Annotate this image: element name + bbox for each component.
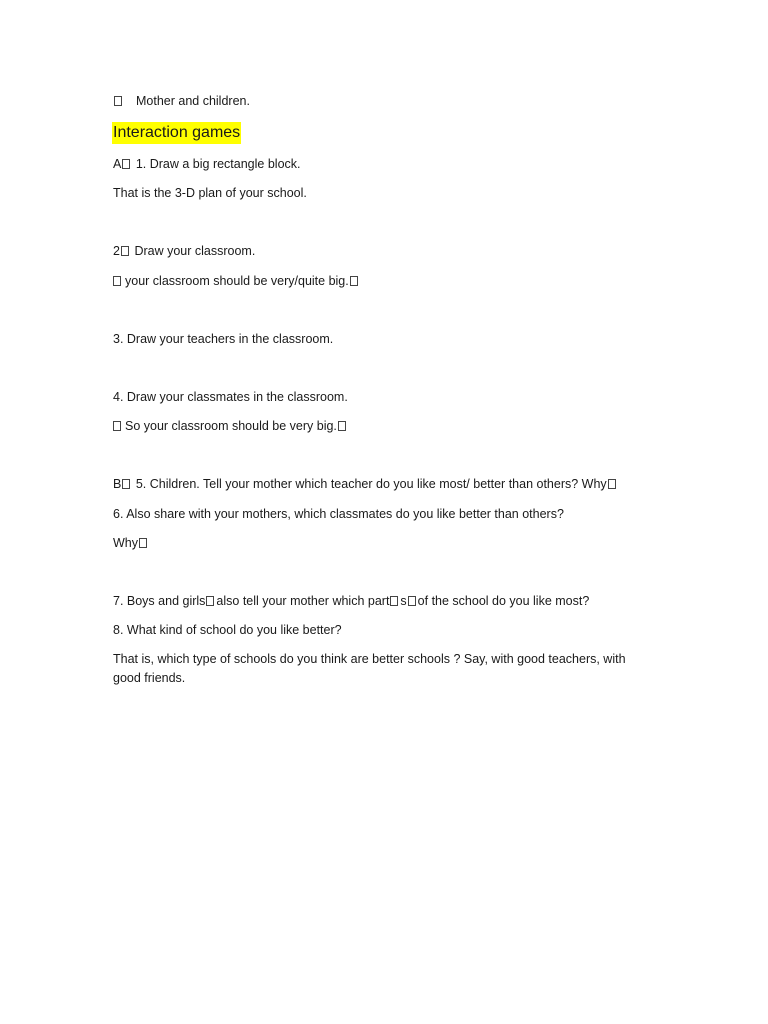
missing-glyph-box <box>206 596 214 606</box>
line-item-6: 6. Also share with your mothers, which classmates do you like better than others? <box>113 507 564 521</box>
missing-glyph-box <box>113 276 121 286</box>
line-why: Why <box>113 534 149 553</box>
line-classroom-very-big: So your classroom should be very big. <box>113 417 348 436</box>
line-item-2: 2 Draw your classroom. <box>113 244 256 258</box>
line-3d-plan: That is the 3-D plan of your school. <box>113 186 307 200</box>
line-item-3: 3. Draw your teachers in the classroom. <box>113 332 334 346</box>
missing-glyph-box <box>350 276 358 286</box>
missing-glyph-box <box>114 96 122 106</box>
missing-glyph-box <box>139 538 147 548</box>
missing-glyph-box <box>338 421 346 431</box>
line-classroom-big: your classroom should be very/quite big. <box>113 272 360 291</box>
missing-glyph-box <box>608 479 616 489</box>
line-which-type-of-schools: That is, which type of schools do you think are better schools ? Say, with good teachers, with good friends. <box>113 652 626 685</box>
missing-glyph-box <box>113 421 121 431</box>
missing-glyph-box <box>390 596 398 606</box>
line-item-7: 7. Boys and girls also tell your mother which part s of the school do you like most? <box>113 594 590 608</box>
missing-glyph-box <box>408 596 416 606</box>
heading-interaction-games: Interaction games <box>112 122 241 144</box>
line-item-b5: B 5. Children. Tell your mother which teacher do you like most/ better than others? Why <box>113 475 618 494</box>
line-item-a1: A 1. Draw a big rectangle block. <box>113 157 301 171</box>
missing-glyph-box <box>122 159 130 169</box>
line-item-8: 8. What kind of school do you like better? <box>113 623 342 637</box>
line-mother-and-children: Mother and children. <box>113 92 250 111</box>
line-item-4: 4. Draw your classmates in the classroom. <box>113 390 348 404</box>
missing-glyph-box <box>122 479 130 489</box>
missing-glyph-box <box>121 246 129 256</box>
